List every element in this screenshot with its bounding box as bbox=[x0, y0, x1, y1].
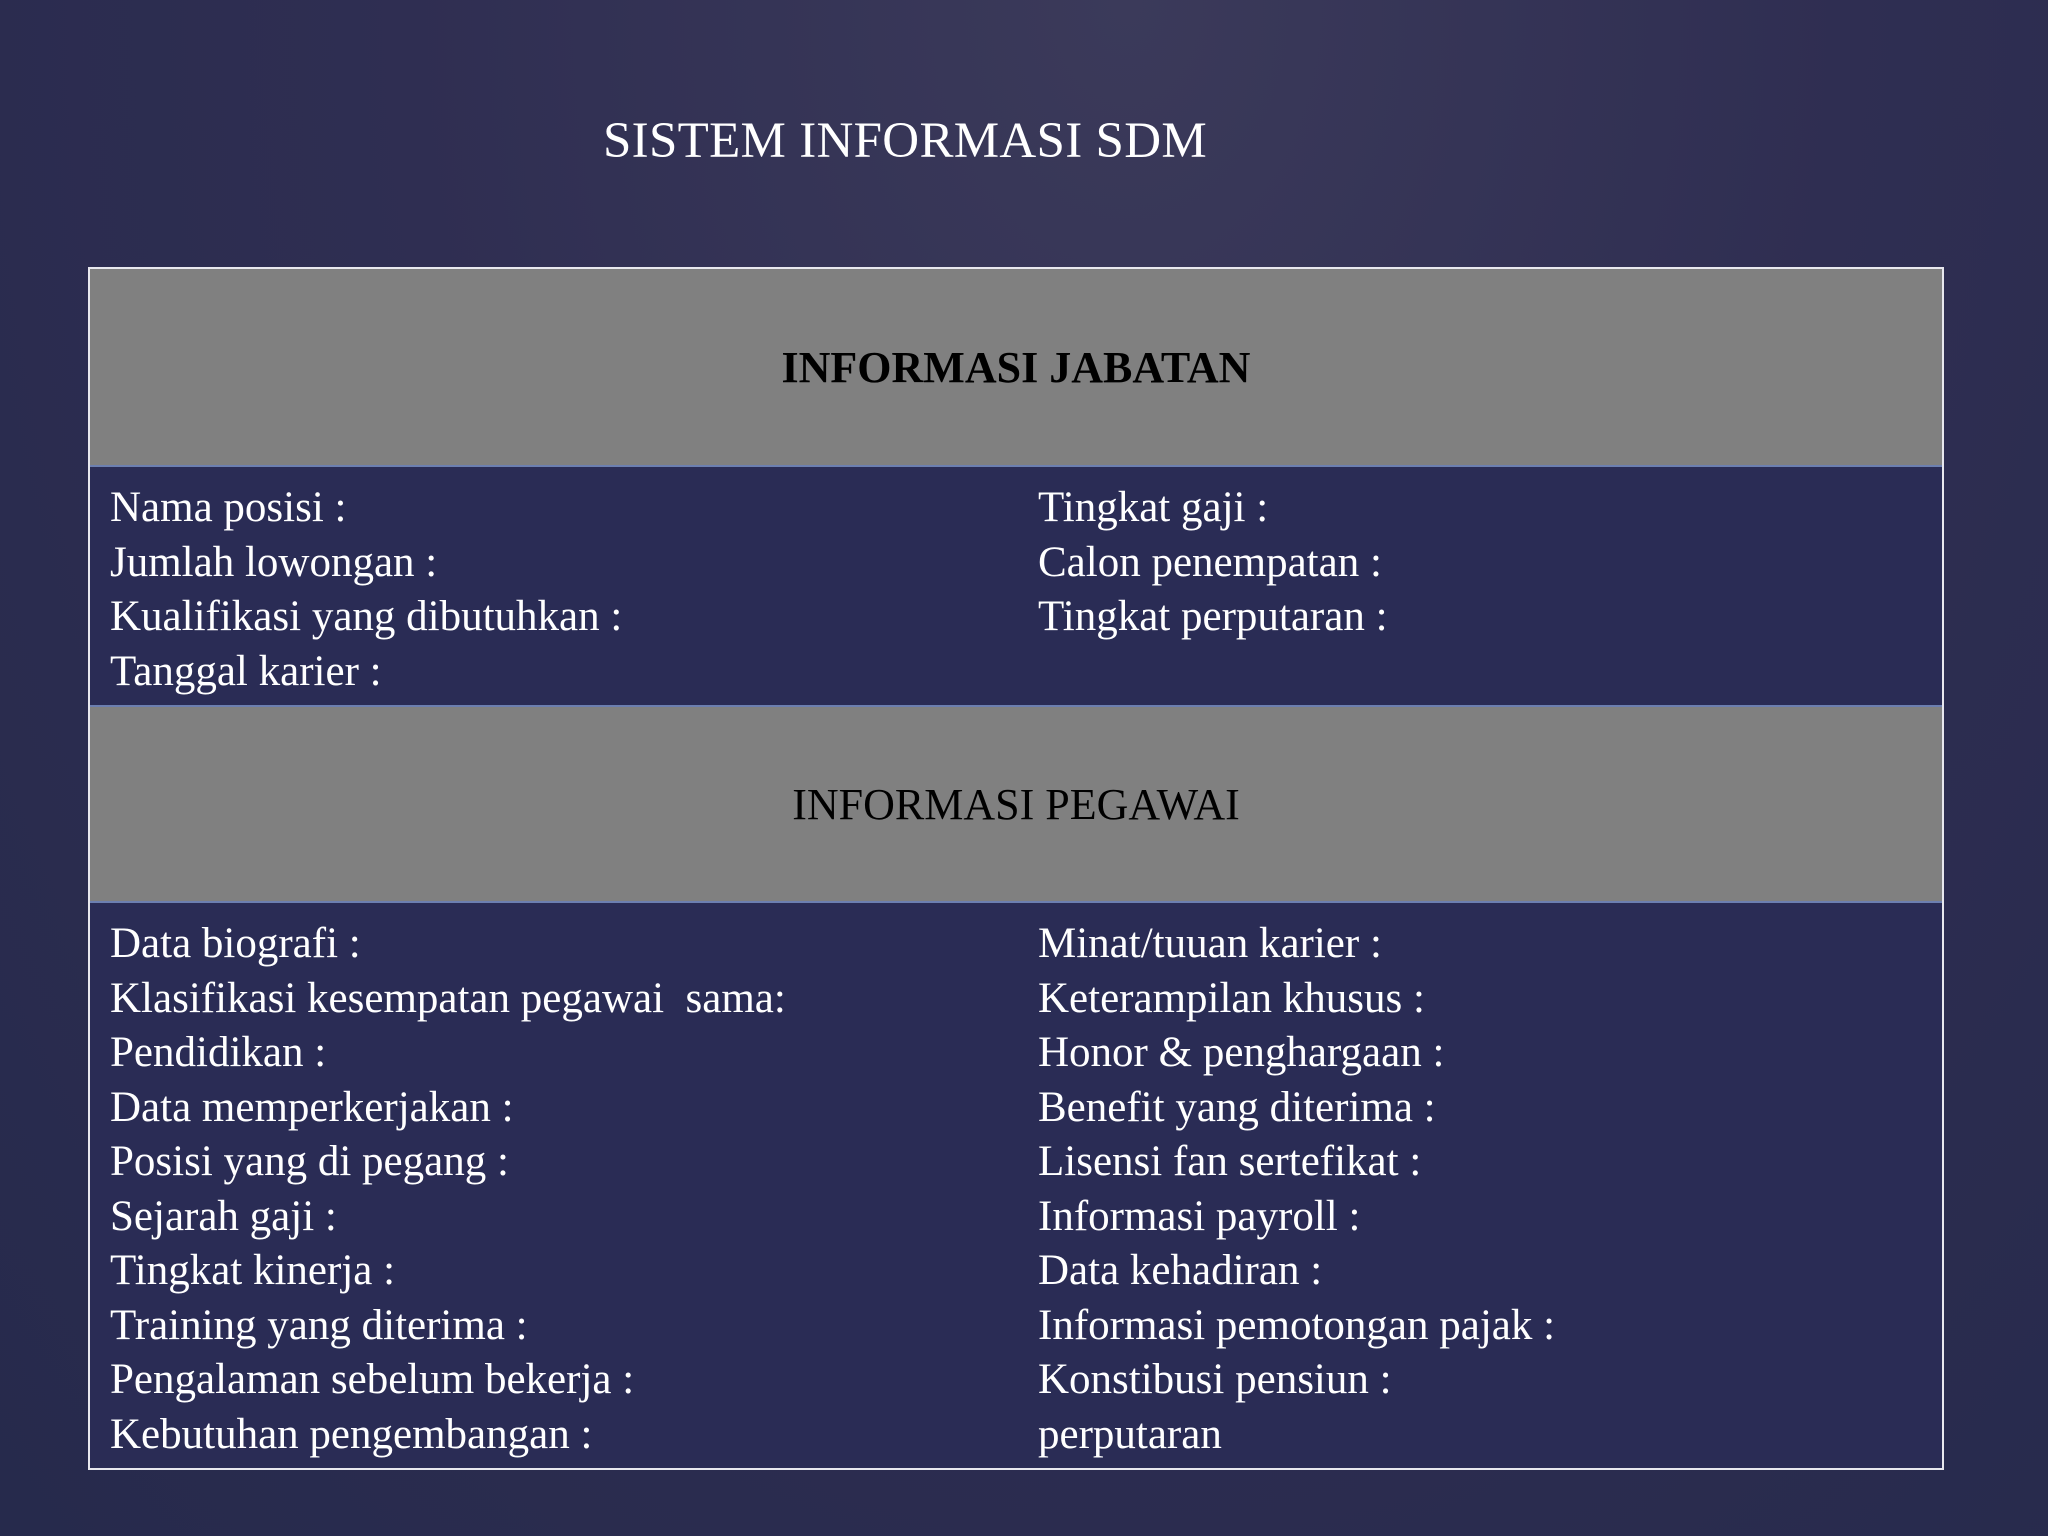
field-data-kehadiran: Data kehadiran : bbox=[1038, 1247, 1323, 1294]
field-tanggal-karier: Tanggal karier : bbox=[110, 647, 382, 695]
field-kualifikasi: Kualifikasi yang dibutuhkan : bbox=[110, 593, 623, 640]
section-header-pegawai: INFORMASI PEGAWAI bbox=[90, 705, 1942, 903]
section-header-jabatan: INFORMASI JABATAN bbox=[90, 269, 1942, 467]
slide-title: SISTEM INFORMASI SDM bbox=[603, 113, 1207, 169]
jabatan-right-column bbox=[1038, 481, 1942, 705]
field-lisensi-sertefikat: Lisensi fan sertefikat : bbox=[1038, 1138, 1422, 1185]
field-honor-penghargaan: Honor & penghargaan : bbox=[1038, 1029, 1445, 1076]
field-nama-posisi: Nama posisi : bbox=[110, 484, 347, 531]
field-pemotongan-pajak: Informasi pemotongan pajak : bbox=[1038, 1301, 1556, 1349]
section-body-pegawai bbox=[90, 903, 1942, 1468]
field-calon-penempatan: Calon penempatan : bbox=[1038, 538, 1382, 586]
field-tingkat-gaji: Tingkat gaji : bbox=[1038, 484, 1269, 531]
info-table bbox=[88, 267, 1944, 1470]
field-kebutuhan-pengembangan: Kebutuhan pengembangan : bbox=[110, 1410, 593, 1458]
field-pengalaman: Pengalaman sebelum bekerja : bbox=[110, 1356, 635, 1403]
pegawai-right-column bbox=[1038, 917, 1942, 1468]
field-sejarah-gaji: Sejarah gaji : bbox=[110, 1192, 337, 1240]
field-benefit: Benefit yang diterima : bbox=[1038, 1083, 1436, 1131]
field-minat-karier: Minat/tuuan karier : bbox=[1038, 920, 1382, 967]
field-posisi-dipegang: Posisi yang di pegang : bbox=[110, 1138, 509, 1185]
field-klasifikasi-kesempatan: Klasifikasi kesempatan pegawai sama: bbox=[110, 974, 786, 1022]
field-data-biografi: Data biografi : bbox=[110, 920, 361, 967]
jabatan-left-column bbox=[110, 481, 1038, 705]
field-keterampilan-khusus: Keterampilan khusus : bbox=[1038, 974, 1425, 1022]
field-data-memperkerjakan: Data memperkerjakan : bbox=[110, 1083, 514, 1131]
field-training: Training yang diterima : bbox=[110, 1301, 528, 1349]
field-pendidikan: Pendidikan : bbox=[110, 1029, 327, 1076]
section-body-jabatan bbox=[90, 467, 1942, 705]
field-perputaran: perputaran bbox=[1038, 1410, 1222, 1458]
field-konstibusi-pensiun: Konstibusi pensiun : bbox=[1038, 1356, 1392, 1403]
field-jumlah-lowongan: Jumlah lowongan : bbox=[110, 538, 438, 586]
field-informasi-payroll: Informasi payroll : bbox=[1038, 1192, 1361, 1240]
field-tingkat-perputaran: Tingkat perputaran : bbox=[1038, 593, 1388, 640]
field-tingkat-kinerja: Tingkat kinerja : bbox=[110, 1247, 396, 1294]
pegawai-left-column bbox=[110, 917, 1038, 1468]
